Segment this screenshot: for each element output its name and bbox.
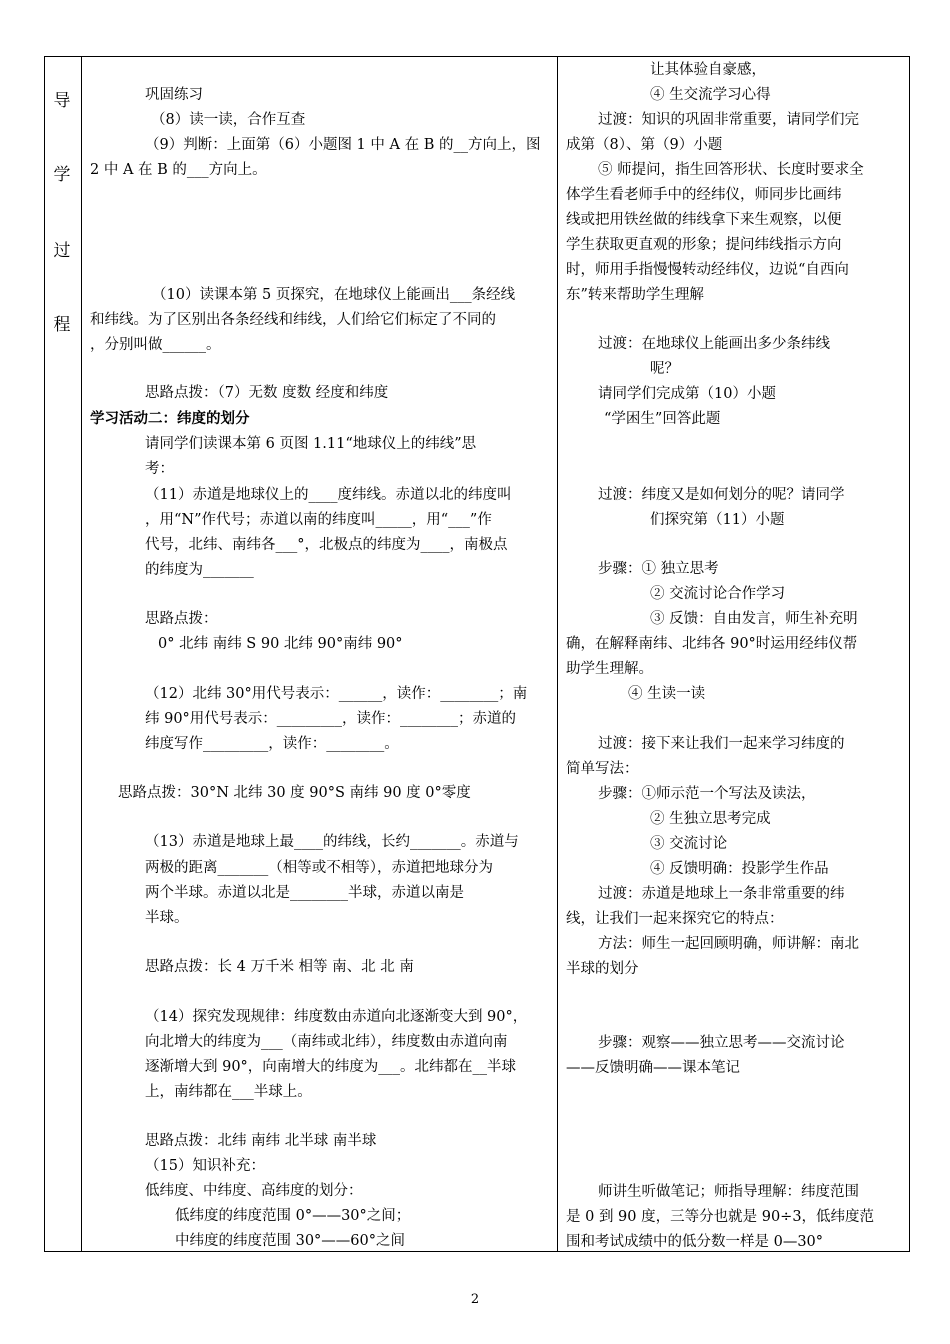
text-line: （8）读一读，合作互查 (151, 112, 306, 128)
text-line: 上，南纬都在___半球上。 (145, 1084, 312, 1100)
text-line: （9）判断：上面第（6）小题图 1 中 A 在 B 的__方向上，图 (145, 137, 541, 153)
text-line: 步骤：观察——独立思考——交流讨论 (598, 1035, 845, 1051)
text-line: 2 中 A 在 B 的___方向上。 (90, 162, 267, 178)
text-line: 逐渐增大到 90°，向南增大的纬度为___。北纬都在__半球 (145, 1059, 517, 1075)
text-line: 简单写法： (566, 761, 639, 777)
text-line: 让其体验自豪感， (650, 62, 766, 78)
text-line: 请同学们完成第（10）小题 (598, 386, 776, 402)
text-line: 师讲生听做笔记；师指导理解：纬度范围 (598, 1184, 859, 1200)
hint-line: 0° 北纬 南纬 S 90 北纬 90°南纬 90° (158, 636, 403, 652)
hint-line: 思路点拨：30°N 北纬 30 度 90°S 南纬 90 度 0°零度 (118, 785, 471, 801)
text-line: 过渡：赤道是地球上一条非常重要的纬 (598, 886, 845, 902)
side-label-char: 导 (53, 91, 71, 111)
text-line: 围和考试成绩中的低分数一样是 0—30° (566, 1234, 824, 1250)
text-line: ④ 生交流学习心得 (650, 87, 771, 103)
text-line: ④ 反馈明确：投影学生作品 (650, 861, 829, 877)
text-line: （14）探究发现规律：纬度数由赤道向北逐渐变大到 90°， (145, 1009, 528, 1025)
hint-line: 思路点拨：长 4 万千米 相等 南、北 北 南 (145, 959, 414, 975)
text-line: 纬 90°用代号表示：_________，读作：________；赤道的 (145, 711, 517, 727)
text-line: 助学生理解。 (566, 661, 653, 677)
text-line: ② 交流讨论合作学习 (650, 586, 786, 602)
text-line: 过渡：纬度又是如何划分的呢？请同学 (598, 487, 845, 503)
column-divider-1 (81, 57, 82, 1251)
text-line: ④ 生读一读 (628, 686, 706, 702)
side-label-char: 过 (53, 241, 71, 261)
text-line: 请同学们读课本第 6 页图 1.11“地球仪上的纬线”思 (145, 436, 477, 452)
text-line: ③ 反馈：自由发言，师生补充明 (650, 611, 858, 627)
side-label-char: 学 (53, 165, 71, 185)
text-line: 成第（8）、第（9）小题 (566, 137, 723, 153)
text-line: 过渡：接下来让我们一起来学习纬度的 (598, 736, 845, 752)
text-line: 低纬度、中纬度、高纬度的划分： (145, 1183, 363, 1199)
text-line: 呢？ (650, 361, 679, 377)
text-line: 是 0 到 90 度，三等分也就是 90÷3，低纬度范 (566, 1209, 875, 1225)
text-line: 学生获取更直观的形象；提问纬线指示方向 (566, 237, 842, 253)
text-line: 时，师用手指慢慢转动经纬仪，边说“自西向 (566, 262, 849, 278)
text-line: 低纬度的纬度范围 0°——30°之间； (175, 1208, 411, 1224)
text-line: ⑤ 师提问，指生回答形状、长度时要求全 (598, 162, 864, 178)
text-line: 中纬度的纬度范围 30°——60°之间 (175, 1233, 406, 1249)
text-line: 线或把用铁丝做的纬线拿下来生观察，以便 (566, 212, 842, 228)
column-divider-2 (557, 57, 558, 1251)
text-line: 考： (145, 461, 174, 477)
text-line: 东”转来帮助学生理解 (566, 287, 704, 303)
page-number: 2 (470, 1292, 480, 1307)
text-line: （10）读课本第 5 页探究，在地球仪上能画出___条经线 (152, 287, 516, 303)
text-line: ，用“N”作代号；赤道以南的纬度叫_____，用“___”作 (145, 512, 492, 528)
hint-line: 思路点拨：北纬 南纬 北半球 南半球 (145, 1133, 377, 1149)
text-line: 们探究第（11）小题 (650, 512, 785, 528)
text-line: （11）赤道是地球仪上的____度纬线。赤道以北的纬度叫 (145, 487, 512, 503)
text-line: 纬度写作_________，读作：________。 (145, 736, 399, 752)
text-line: 线，让我们一起来探究它的特点： (566, 911, 784, 927)
text-line: 的纬度为_______ (145, 562, 254, 578)
side-label-char: 程 (53, 315, 71, 335)
text-line: 过渡：在地球仪上能画出多少条纬线 (598, 336, 830, 352)
text-line: 过渡：知识的巩固非常重要，请同学们完 (598, 112, 859, 128)
text-line: 半球的划分 (566, 961, 639, 977)
text-line: 向北增大的纬度为___（南纬或北纬），纬度数由赤道向南 (145, 1034, 508, 1050)
text-line: ③ 交流讨论 (650, 836, 728, 852)
activity-heading: 学习活动二：纬度的划分 (90, 411, 250, 427)
text-line: ② 生独立思考完成 (650, 811, 771, 827)
text-line: 两极的距离_______（相等或不相等），赤道把地球分为 (145, 860, 493, 876)
text-line: 和纬线。为了区别出各条经线和纬线，人们给它们标定了不同的 (90, 312, 496, 328)
text-line: 半球。 (145, 910, 189, 926)
hint-line: 思路点拨： (145, 611, 218, 627)
text-line: 两个半球。赤道以北是________半球，赤道以南是 (145, 885, 464, 901)
text-line: 代号，北纬、南纬各___°，北极点的纬度为____，南极点 (145, 537, 508, 553)
text-line: （15）知识补充： (145, 1158, 265, 1174)
text-line: ，分别叫做______。 (90, 337, 221, 353)
text-line: “学困生”回答此题 (604, 411, 721, 427)
text-line: （13）赤道是地球上最____的纬线，长约_______。赤道与 (145, 834, 519, 850)
text-line: （12）北纬 30°用代号表示：______，读作：________；南 (145, 686, 528, 702)
text-line: ——反馈明确——课本笔记 (566, 1060, 740, 1076)
text-line: 步骤：①师示范一个写法及读法， (598, 786, 816, 802)
text-line: 方法：师生一起回顾明确，师讲解：南北 (598, 936, 859, 952)
text-line: 体学生看老师手中的经纬仪，师同步比画纬 (566, 187, 842, 203)
text-line: 步骤：① 独立思考 (598, 561, 719, 577)
text-line: 巩固练习 (145, 87, 203, 103)
text-line: 确，在解释南纬、北纬各 90°时运用经纬仪帮 (566, 636, 858, 652)
hint-line: 思路点拨：（7）无数 度数 经度和纬度 (145, 385, 389, 401)
